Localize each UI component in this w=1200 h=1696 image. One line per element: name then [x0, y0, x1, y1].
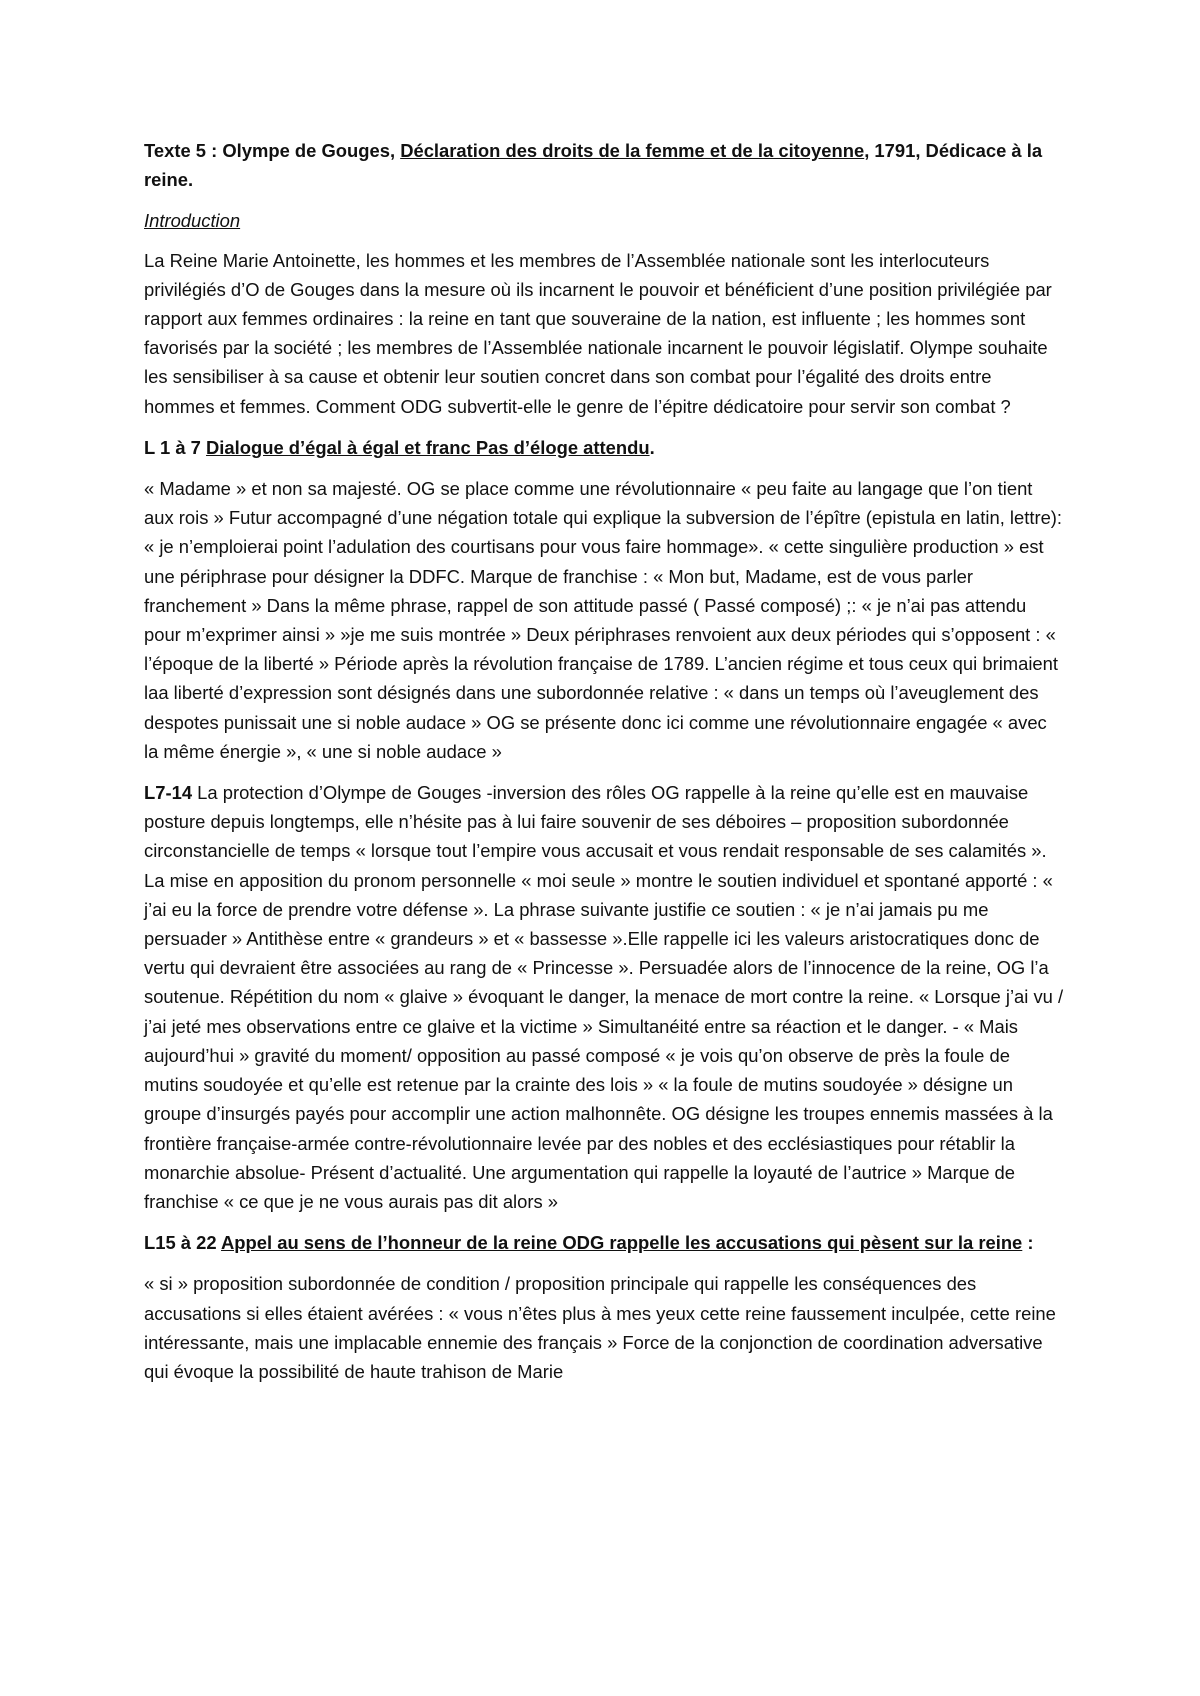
document-title: [144, 136, 1064, 194]
section-1-lines: L 1 à 7: [144, 436, 207, 458]
section-3-lines: L15 à 22: [144, 1232, 222, 1254]
section-1-end: .: [649, 436, 655, 458]
title-prefix: Texte 5 : Olympe de Gouges,: [144, 140, 401, 161]
section-3-title: Appel au sens de l’honneur de la reine ODG rappelle les accusations qui pèsent sur la reine: [221, 1232, 1023, 1254]
introduction-paragraph: La Reine Marie Antoinette, les hommes et les membres de l’Assemblée nationale sont les interlocuteurs privilégiés d’O de Gouges dans la mesure où ils incarnent le pouvoir et bénéficient d’une position privilégiée par rapport aux femmes ordinaires : la reine en tant que souveraine de la nation, est influente ; les hommes sont favorisés par la société ; les membres de l’Assemblée nationale incarnent le pouvoir législatif. Olympe souhaite les sensibiliser à sa cause et obtenir leur soutien concret dans son combat pour l’égalité des droits entre hommes et femmes. Comment ODG subvertit-elle le genre de l’épitre dédicatoire pour servir son combat ?: [144, 249, 1052, 417]
section-3-end: :: [1022, 1232, 1034, 1254]
section-1-title: Dialogue d’égal à égal et franc Pas d’éloge attendu: [206, 436, 650, 458]
introduction-heading: Introduction: [144, 210, 241, 232]
section-2-lines: L7-14: [144, 782, 193, 804]
section-2-text: La protection d’Olympe de Gouges -inversion des rôles OG rappelle à la reine qu’elle est en mauvaise posture depuis longtemps, elle n’hésite pas à lui faire souvenir de ses déboires – proposition subordonnée circonstancielle de temps « lorsque tout l’empire vous accusait et vous rendait responsable de ses calamités ». La mise en apposition du pronom personnelle « moi seule » montre le soutien individuel et spontané apporté : « j’ai eu la force de prendre votre défense ». La phrase suivante justifie ce soutien : « je n’ai jamais pu me persuader » Antithèse entre « grandeurs » et « bassesse ».Elle rappelle ici les valeurs aristocratiques donc de vertu qui devraient être associées au rang de « Princesse ». Persuadée alors de l’innocence de la reine, OG l’a soutenue. Répétition du nom « glaive » évoquant le danger, la menace de mort contre la reine. « Lorsque j’ai vu / j’ai jeté mes observations entre ce glaive et la victime » Simultanéité entre sa réaction et le danger. - « Mais aujourd’hui » gravité du moment/ opposition au passé composé « je vois qu’on observe de près la foule de mutins soudoyée et qu’elle est retenue par la crainte des lois » « la foule de mutins soudoyée » désigne un groupe d’insurgés payés pour accomplir une action malhonnête. OG désigne les troupes ennemis massées à la frontière française-armée contre-révolutionnaire levée par des nobles et des ecclésiastiques pour rétablir la monarchie absolue- Présent d’actualité. Une argumentation qui rappelle la loyauté de l’autrice » Marque de franchise « ce que je ne vous aurais pas dit alors »: [144, 782, 1064, 1212]
title-work: Déclaration des droits de la femme et de la citoyenne: [400, 140, 865, 161]
section-3-heading: [144, 1228, 1064, 1257]
document-page: [144, 136, 1064, 1398]
title-suffix: , 1791, Dédicace à la reine.: [144, 140, 1043, 191]
section-1-heading: [144, 433, 1064, 462]
section-1-paragraph: « Madame » et non sa majesté. OG se place comme une révolutionnaire « peu faite au langage que l’on tient aux rois » Futur accompagné d’une négation totale qui explique la subversion de l’épître (epistula en latin, lettre): « je n’emploierai point l’adulation des courtisans pour vous faire hommage». « cette singulière production » est une périphrase pour désigner la DDFC. Marque de franchise : « Mon but, Madame, est de vous parler franchement » Dans la même phrase, rappel de son attitude passé ( Passé composé) ;: « je n’ai pas attendu pour m’exprimer ainsi » »je me suis montrée » Deux périphrases renvoient aux deux périodes qui s’opposent : « l’époque de la liberté » Période après la révolution française de 1789. L’ancien régime et tous ceux qui brimaient laa liberté d’expression sont désignés dans une subordonnée relative : « dans un temps où l’aveuglement des despotes punissait une si noble audace » OG se présente donc ici comme une révolutionnaire engagée « avec la même énergie », « une si noble audace »: [144, 478, 1063, 762]
section-2-paragraph: [144, 778, 1064, 1216]
section-3-paragraph: « si » proposition subordonnée de condition / proposition principale qui rappelle les conséquences des accusations si elles étaient avérées : « vous n’êtes plus à mes yeux cette reine faussement inculpée, cette reine intéressante, mais une implacable ennemie des français » Force de la conjonction de coordination adversative qui évoque la possibilité de haute trahison de Marie: [144, 1273, 1056, 1382]
